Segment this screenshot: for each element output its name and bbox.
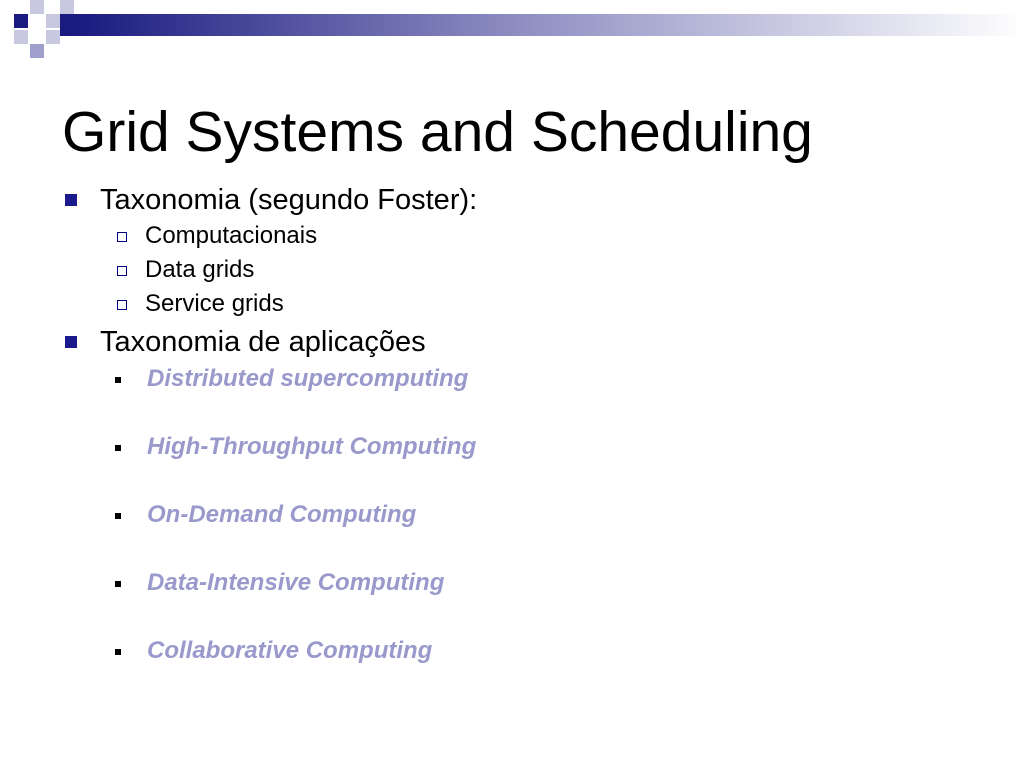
square-light-4 xyxy=(14,30,28,44)
square-bullet-icon xyxy=(65,336,77,348)
square-mid-1 xyxy=(30,44,44,58)
bullet-text: Computacionais xyxy=(145,222,318,249)
hollow-square-bullet-icon xyxy=(117,266,127,276)
application-type-text: Data-Intensive Computing xyxy=(147,569,445,596)
application-type-text: High-Throughput Computing xyxy=(147,433,477,460)
hollow-square-bullet-icon xyxy=(117,300,127,310)
slide-title: Grid Systems and Scheduling xyxy=(62,100,813,164)
application-type-text: Distributed supercomputing xyxy=(147,365,469,392)
bullet-text: Service grids xyxy=(145,290,284,317)
gradient-header-band xyxy=(0,0,1024,70)
small-square-bullet-icon xyxy=(115,445,121,451)
small-square-bullet-icon xyxy=(115,649,121,655)
application-type-text: On-Demand Computing xyxy=(147,501,417,528)
square-dark-1 xyxy=(14,14,28,28)
bullet-text: Data grids xyxy=(145,256,255,283)
gradient-bar-shape xyxy=(74,14,1024,36)
square-light-1 xyxy=(30,0,44,14)
square-light-5 xyxy=(46,30,60,44)
square-dark-2 xyxy=(60,14,74,36)
square-light-2 xyxy=(46,14,60,28)
square-light-3 xyxy=(60,0,74,14)
small-square-bullet-icon xyxy=(115,581,121,587)
small-square-bullet-icon xyxy=(115,513,121,519)
bullet-text: Taxonomia de aplicações xyxy=(100,326,426,358)
square-bullet-icon xyxy=(65,194,77,206)
application-type-text: Collaborative Computing xyxy=(147,637,433,664)
bullet-text: Taxonomia (segundo Foster): xyxy=(100,184,478,216)
small-square-bullet-icon xyxy=(115,377,121,383)
hollow-square-bullet-icon xyxy=(117,232,127,242)
